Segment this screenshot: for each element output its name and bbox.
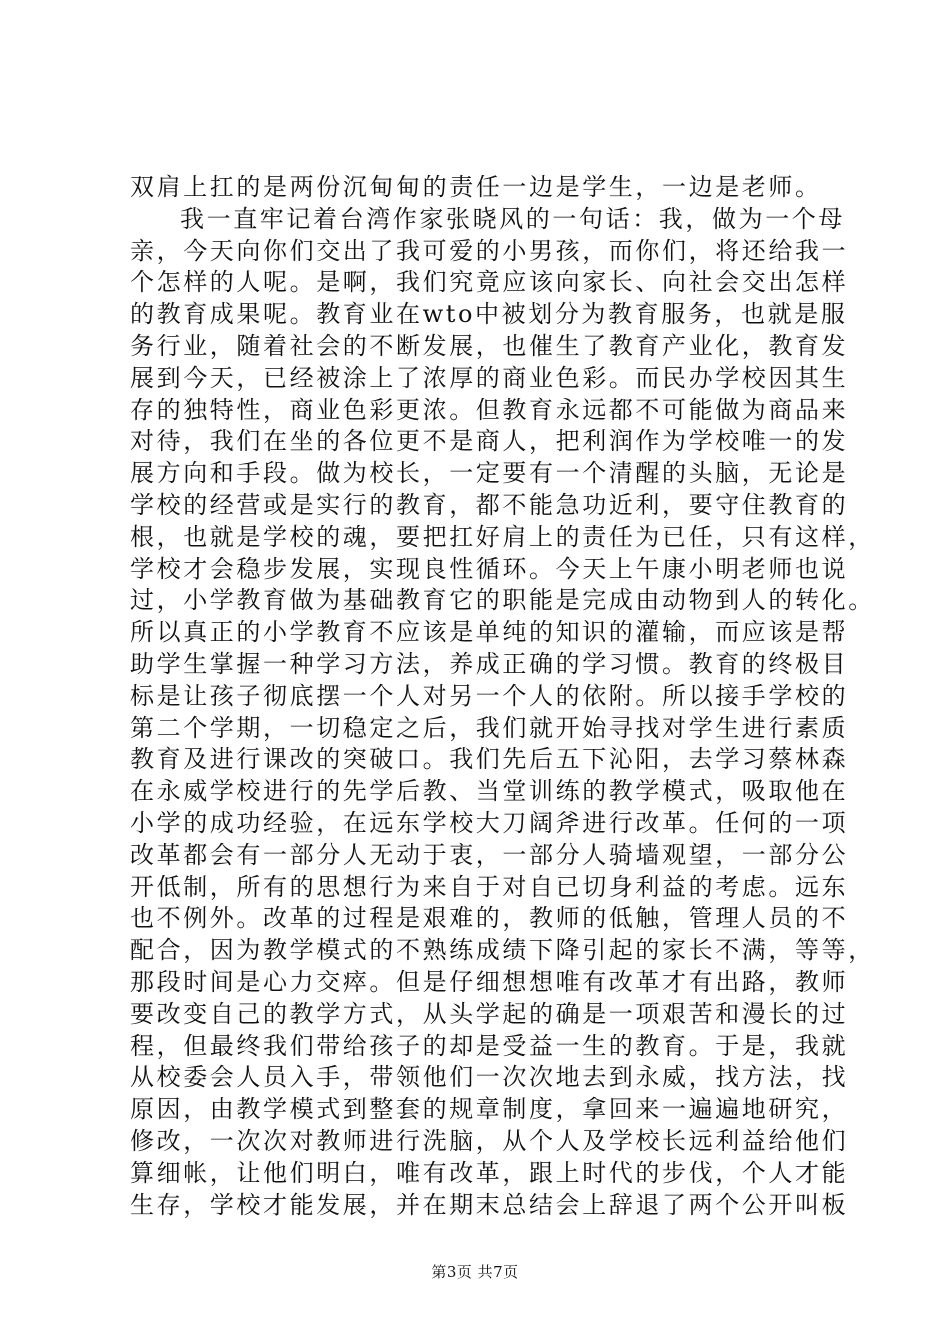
text-line: 第二个学期，一切稳定之后，我们就开始寻找对学生进行素质	[130, 713, 849, 742]
text-line: 我一直牢记着台湾作家张晓风的一句话：我，做为一个母	[180, 204, 845, 233]
text-line: 要改变自己的教学方式，从头学起的确是一项艰苦和漫长的过	[130, 999, 849, 1028]
text-line: 标是让孩子彻底摆一个人对另一个人的依附。所以接手学校的	[130, 681, 849, 710]
text-line: 那段时间是心力交瘁。但是仔细想想唯有改革才有出路，教师	[130, 967, 849, 996]
text-line: 的教育成果呢。教育业在wto中被划分为教育服务，也就是服	[130, 300, 848, 329]
text-line: 亲，今天向你们交出了我可爱的小男孩，而你们，将还给我一	[130, 236, 849, 265]
page-number-footer: 第3页 共7页	[431, 1263, 519, 1281]
text-line: 展到今天，已经被涂上了浓厚的商业色彩。而民办学校因其生	[130, 363, 849, 392]
text-line: 程，但最终我们带给孩子的却是受益一生的教育。于是，我就	[130, 1031, 849, 1060]
text-line: 从校委会人员入手，带领他们一次次地去到永威，找方法，找	[130, 1063, 849, 1092]
text-line: 个怎样的人呢。是啊，我们究竟应该向家长、向社会交出怎样	[130, 268, 849, 297]
text-line: 算细帐，让他们明白，唯有改革，跟上时代的步伐，个人才能	[130, 1158, 849, 1187]
text-line: 对待，我们在坐的各位更不是商人，把利润作为学校唯一的发	[130, 427, 849, 456]
text-line: 务行业，随着社会的不断发展，也催生了教育产业化，教育发	[130, 331, 849, 360]
text-line: 学校才会稳步发展，实现良性循环。今天上午康小明老师也说	[130, 554, 849, 583]
text-line: 双肩上扛的是两份沉甸甸的责任一边是学生，一边是老师。	[130, 173, 822, 201]
text-line: 生存，学校才能发展，并在期末总结会上辞退了两个公开叫板	[130, 1190, 849, 1219]
text-line: 根，也就是学校的魂，要把扛好肩上的责任为已任，只有这样，	[130, 522, 875, 551]
body-text	[130, 172, 875, 1221]
text-line: 过，小学教育做为基础教育它的职能是完成由动物到人的转化。	[130, 586, 875, 615]
text-line: 修改，一次次对教师进行洗脑，从个人及学校长远利益给他们	[130, 1126, 849, 1155]
text-line: 小学的成功经验，在远东学校大刀阔斧进行改革。任何的一项	[130, 808, 849, 837]
text-line: 存的独特性，商业色彩更浓。但教育永远都不可能做为商品来	[130, 395, 849, 424]
text-line: 所以真正的小学教育不应该是单纯的知识的灌输，而应该是帮	[130, 618, 849, 647]
text-line: 展方向和手段。做为校长，一定要有一个清醒的头脑，无论是	[130, 459, 849, 488]
text-line: 配合，因为教学模式的不熟练成绩下降引起的家长不满，等等，	[130, 936, 875, 965]
text-line: 教育及进行课改的突破口。我们先后五下沁阳，去学习蔡林森	[130, 745, 849, 774]
text-line: 原因，由教学模式到整套的规章制度，拿回来一遍遍地研究，	[130, 1095, 849, 1124]
text-line: 助学生掌握一种学习方法，养成正确的学习惯。教育的终极目	[130, 649, 849, 678]
text-line: 学校的经营或是实行的教育，都不能急功近利，要守住教育的	[130, 490, 849, 519]
text-line: 在永威学校进行的先学后教、当堂训练的教学模式，吸取他在	[130, 777, 849, 806]
text-line: 也不例外。改革的过程是艰难的，教师的低触，管理人员的不	[130, 904, 849, 933]
text-line: 改革都会有一部分人无动于衷，一部分人骑墙观望，一部分公	[130, 840, 849, 869]
text-line: 开低制，所有的思想行为来自于对自已切身利益的考虑。远东	[130, 872, 849, 901]
